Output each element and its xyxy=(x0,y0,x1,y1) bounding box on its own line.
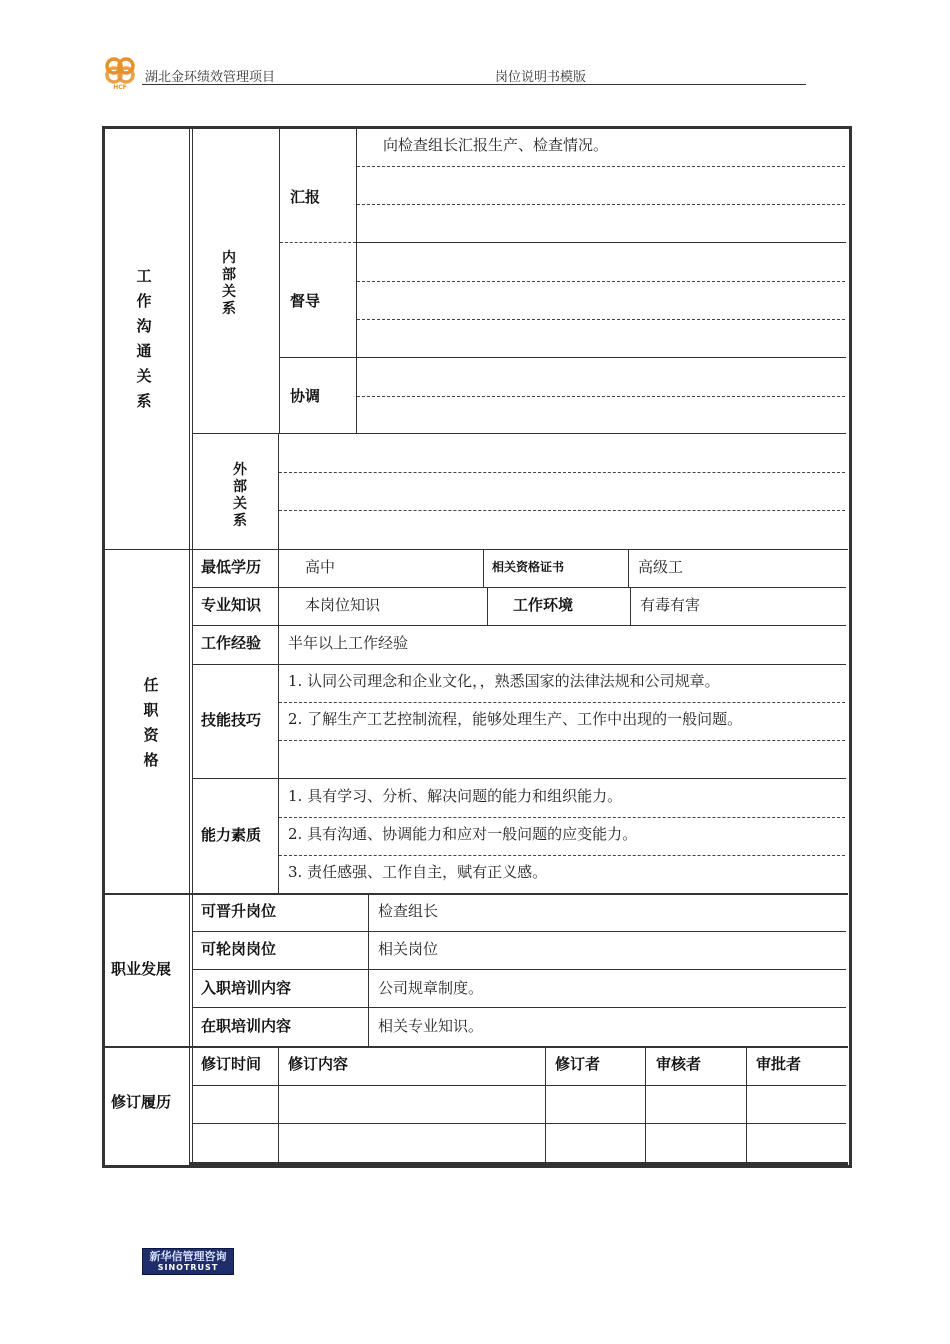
revision-col-header: 修订者 xyxy=(555,1055,601,1073)
ability-item: 3. 责任感强、工作自主，赋有正义感。 xyxy=(288,863,548,881)
ability-item: 1. 具有学习、分析、解决问题的能力和组织能力。 xyxy=(288,787,623,805)
education-label: 最低学历 xyxy=(201,558,262,576)
knowledge-label: 专业知识 xyxy=(201,596,262,614)
certificate-value: 高级工 xyxy=(638,558,684,576)
induction-label: 入职培训内容 xyxy=(201,979,292,997)
onjob-value: 相关专业知识。 xyxy=(378,1017,484,1035)
environment-value: 有毒有害 xyxy=(640,596,701,614)
supervise-label: 督导 xyxy=(290,292,321,310)
footer-logo xyxy=(142,1248,234,1275)
footer-brand-en: SINOTRUST xyxy=(157,1263,219,1272)
skill-item: 1. 认同公司理念和企业文化，，熟悉国家的法律法规和公司规章。 xyxy=(288,672,720,690)
revision-col-header: 审核者 xyxy=(656,1055,702,1073)
report-label: 汇报 xyxy=(290,188,321,206)
internal-relations-label: 内部关系 xyxy=(222,250,236,317)
revision-col-header: 修订时间 xyxy=(201,1055,262,1073)
ability-item: 2. 具有沟通、协调能力和应对一般问题的应变能力。 xyxy=(288,825,638,843)
induction-value: 公司规章制度。 xyxy=(378,979,484,997)
doc-title: 岗位说明书模版 xyxy=(495,70,587,85)
environment-label: 工作环境 xyxy=(513,596,574,614)
coordinate-label: 协调 xyxy=(290,387,321,405)
header-rule xyxy=(142,84,806,85)
rotation-value: 相关岗位 xyxy=(378,940,439,958)
footer-brand-cn: 新华信管理咨询 xyxy=(149,1250,227,1263)
report-text: 向检查组长汇报生产、检查情况。 xyxy=(383,136,609,154)
company-logo xyxy=(100,54,140,90)
company-project: 湖北金环绩效管理项目 xyxy=(145,70,276,85)
knowledge-value: 本岗位知识 xyxy=(305,596,381,614)
rotation-label: 可轮岗岗位 xyxy=(201,940,277,958)
external-relations-label: 外部关系 xyxy=(233,462,247,529)
career-section-label: 职业发展 xyxy=(111,960,172,978)
education-value: 高中 xyxy=(305,558,336,576)
skills-label: 技能技巧 xyxy=(201,711,262,729)
revision-col-header: 审批者 xyxy=(756,1055,802,1073)
onjob-label: 在职培训内容 xyxy=(201,1017,292,1035)
communication-section-label: 工作沟通关系 xyxy=(136,267,152,410)
certificate-label: 相关资格证书 xyxy=(492,560,565,574)
qualification-section-label: 任职资格 xyxy=(143,676,159,769)
promotion-label: 可晋升岗位 xyxy=(201,902,277,920)
revision-col-header: 修订内容 xyxy=(288,1055,349,1073)
experience-label: 工作经验 xyxy=(201,634,262,652)
ability-label: 能力素质 xyxy=(201,826,262,844)
logo-text: HCF xyxy=(113,84,127,90)
revision-section-label: 修订履历 xyxy=(111,1093,172,1111)
experience-value: 半年以上工作经验 xyxy=(288,634,409,652)
promotion-value: 检查组长 xyxy=(378,902,439,920)
skill-item: 2. 了解生产工艺控制流程，能够处理生产、工作中出现的一般问题。 xyxy=(288,710,743,728)
